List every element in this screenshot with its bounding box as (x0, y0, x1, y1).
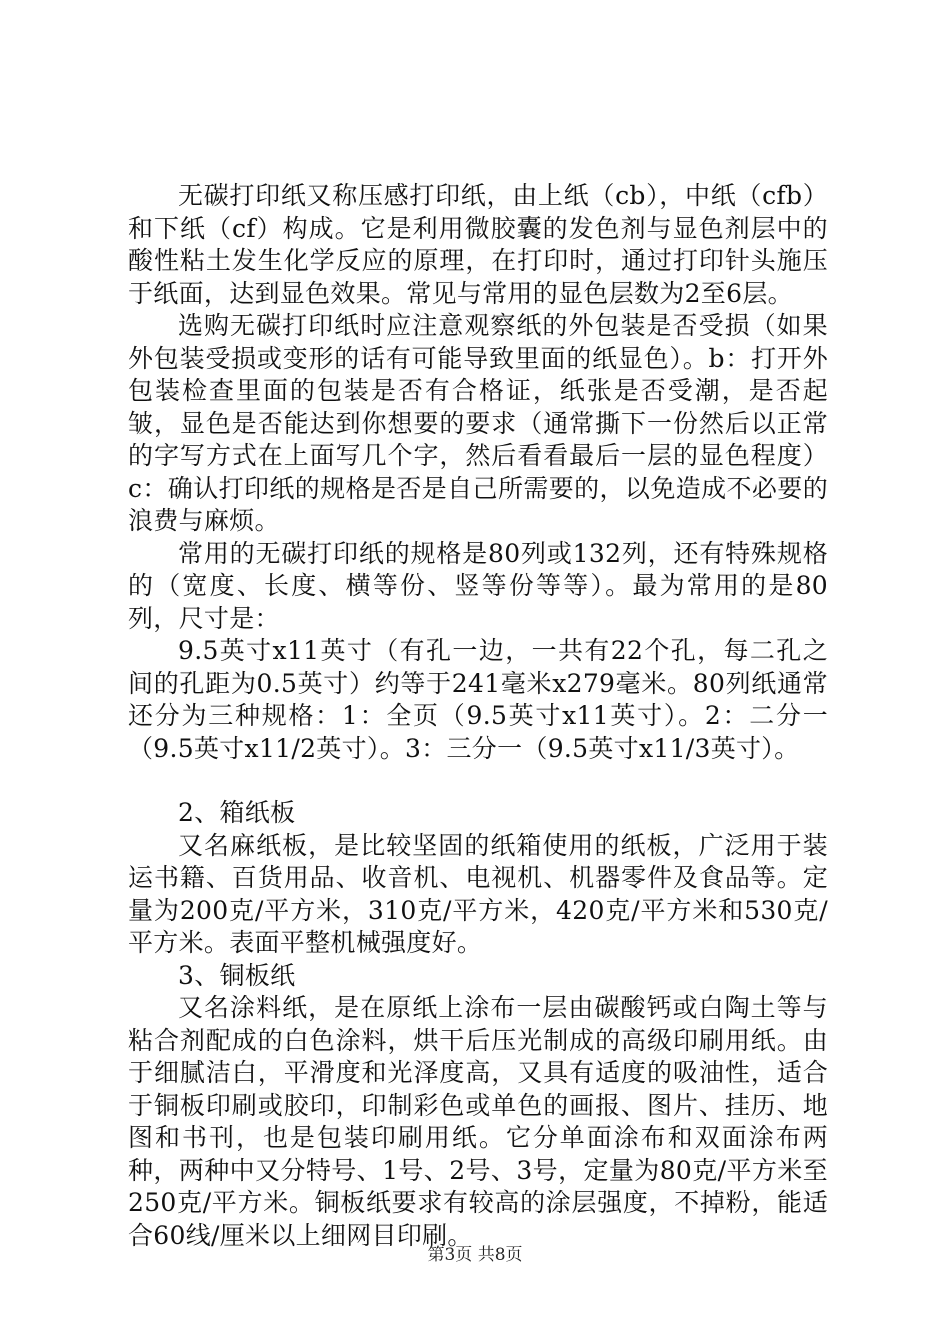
document-body (128, 180, 828, 1252)
section-spacer (128, 765, 828, 797)
paragraph-carbonless-definition: 无碳打印纸又称压感打印纸，由上纸（cb），中纸（cfb）和下纸（cf）构成。它是利用微胶囊的发色剂与显色剂层中的酸性粘土发生化学反应的原理，在打印时，通过打印针头施压于纸面，达到显色效果。常见与常用的显色层数为2至6层。 (128, 181, 828, 308)
paragraph-purchase-tips: 选购无碳打印纸时应注意观察纸的外包装是否受损（如果外包装受损或变形的话有可能导致里面的纸显色）。b：打开外包装检查里面的包装是否有合格证，纸张是否受潮，是否起皱，显色是否能达到你想要的要求（通常撕下一份然后以正常的字写方式在上面写几个字，然后看看最后一层的显色程度）c：确认打印纸的规格是否是自己所需要的，以免造成不必要的浪费与麻烦。 (128, 311, 828, 535)
paragraph-box-board: 又名麻纸板，是比较坚固的纸箱使用的纸板，广泛用于装运书籍、百货用品、收音机、电视机、机器零件及食品等。定量为200克/平方米，310克/平方米，420克/平方米和530克/平方米。表面平整机械强度好。 (128, 830, 828, 957)
section-heading-box-board: 2、箱纸板 (178, 798, 296, 827)
paragraph-size-details: 9.5英寸x11英寸（有孔一边，一共有22个孔，每二孔之间的孔距为0.5英寸）约等于241毫米x279毫米。80列纸通常还分为三种规格：1：全页（9.5英寸x11英寸）。2：二分一（9.5英寸x11/2英寸）。3：三分一（9.5英寸x11/3英寸）。 (128, 636, 828, 763)
section-heading-coated-paper: 3、铜板纸 (178, 960, 296, 990)
page-number-footer: 第3页 共8页 (427, 1245, 523, 1265)
paragraph-coated-paper: 又名涂料纸，是在原纸上涂布一层由碳酸钙或白陶土等与粘合剂配成的白色涂料，烘干后压光制成的高级印刷用纸。由于细腻洁白，平滑度和光泽度高，又具有适度的吸油性，适合于铜板印刷或胶印，印制彩色或单色的画报、图片、挂历、地图和书刊，也是包装印刷用纸。它分单面涂布和双面涂布两种，两种中又分特号、1号、2号、3号，定量为80克/平方米至250克/平方米。铜板纸要求有较高的涂层强度，不掉粉，能适合60线/厘米以上细网目印刷。 (128, 993, 828, 1250)
paragraph-common-specs: 常用的无碳打印纸的规格是80列或132列，还有特殊规格的（宽度、长度、横等份、竖等份等等）。最为常用的是80列，尺寸是： (128, 538, 828, 633)
